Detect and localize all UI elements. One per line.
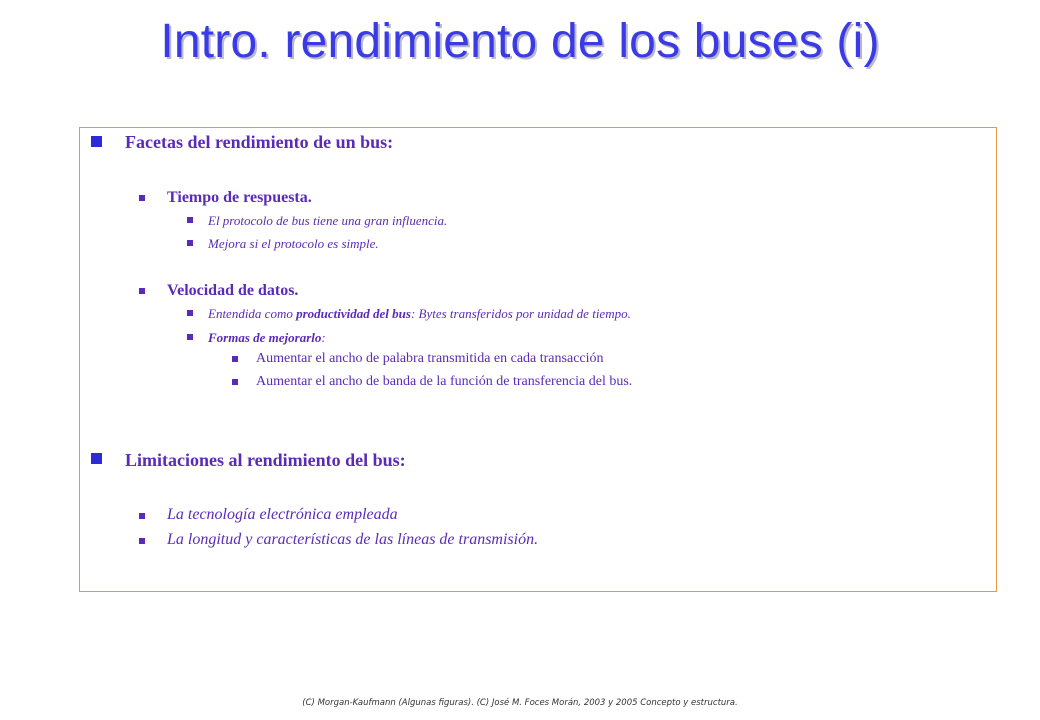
bullet-icon bbox=[139, 538, 145, 544]
bullet-icon bbox=[139, 195, 145, 201]
square-bullet-icon bbox=[91, 453, 102, 464]
bullet-icon bbox=[187, 334, 193, 340]
subsection-label: Velocidad de datos. bbox=[167, 282, 299, 299]
bullet-icon bbox=[187, 217, 193, 223]
bullet-icon bbox=[139, 513, 145, 519]
detail-item bbox=[208, 306, 631, 322]
emphasis-text: Formas de mejorarlo bbox=[208, 330, 322, 345]
square-bullet-icon bbox=[91, 136, 102, 147]
section-heading: Limitaciones al rendimiento del bus: bbox=[125, 450, 406, 470]
emphasis-text: productividad del bus bbox=[296, 306, 411, 321]
bullet-icon bbox=[187, 310, 193, 316]
slide-title: Intro. rendimiento de los buses (i) bbox=[160, 15, 880, 68]
detail-text: Entendida como bbox=[208, 306, 297, 321]
section-heading: Facetas del rendimiento de un bus: bbox=[125, 132, 394, 152]
limitation-item: La longitud y características de las líneas de transmisión. bbox=[167, 531, 539, 548]
detail-item bbox=[208, 330, 326, 346]
footer-credits: (C) Morgan-Kaufmann (Algunas figuras). (C) José M. Foces Morán, 2003 y 2005 Concepto y estructura. bbox=[302, 698, 738, 708]
bullet-icon bbox=[187, 240, 193, 246]
bullet-icon bbox=[139, 288, 145, 294]
limitation-item: La tecnología electrónica empleada bbox=[167, 506, 398, 523]
detail-item: El protocolo de bus tiene una gran influencia. bbox=[208, 213, 448, 228]
detail-point: Aumentar el ancho de palabra transmitida en cada transacción bbox=[256, 351, 604, 366]
detail-point: Aumentar el ancho de banda de la función de transferencia del bus. bbox=[256, 374, 633, 389]
bullet-icon bbox=[232, 379, 238, 385]
detail-text: : bbox=[321, 330, 326, 345]
bullet-icon bbox=[232, 356, 238, 362]
detail-text: : Bytes transferidos por unidad de tiempo. bbox=[410, 306, 631, 321]
detail-item: Mejora si el protocolo es simple. bbox=[208, 236, 379, 251]
subsection-label: Tiempo de respuesta. bbox=[167, 189, 312, 206]
